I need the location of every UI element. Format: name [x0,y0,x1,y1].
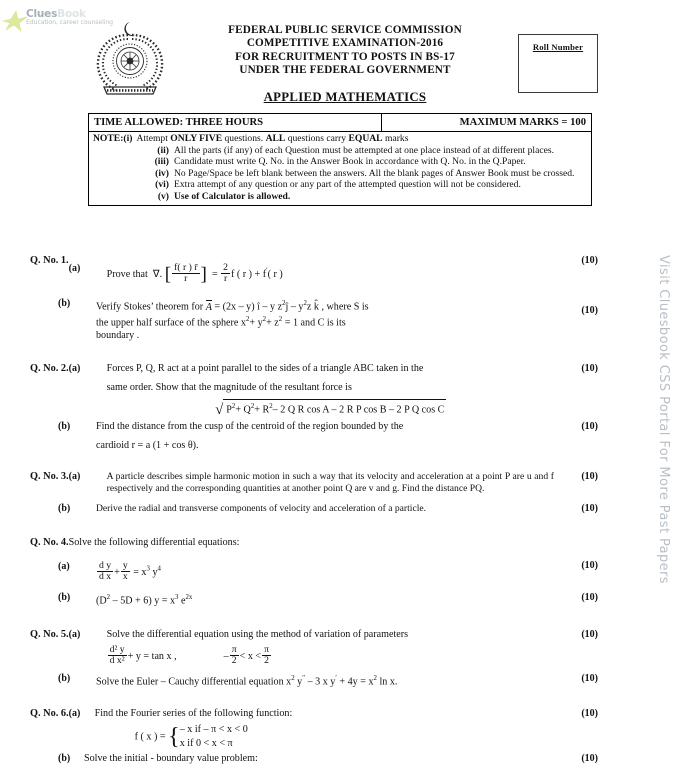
note-number: (iv) [155,167,169,179]
note-number: (iii) [154,156,169,168]
left-brace: { [168,723,180,751]
note-item [93,145,587,157]
question-part-text: Solve the Euler – Cauchy differential equation $x^2$ y″ – 3 x $y' + 4y = x^2$ ln x. (10) [96,672,598,687]
marks-value: (10) [581,560,598,572]
question-block [0,708,620,765]
vector-A: A [205,301,212,313]
time-allowed: TIME ALLOWED: THREE HOURS [89,114,382,131]
question-part-text: Forces P, Q, R act at a point parallel to the sides of a triangle ABC taken in the same order. Show that the magnitude of the resultant force is √ $P^2+ Q^2+ R^2-$ 2 Q R cos A – 2 R P cos B – 2 P Q cos C (10) [106,362,598,419]
notes-list [89,132,591,205]
note-number: (v) [157,190,169,202]
fraction-d2y-dx2: $\frac{\text{d² y}}{\text{d x²}}$ [109,644,125,667]
exam-info-box [88,113,592,206]
question-part-label: (b) [58,421,71,433]
note-text: No Page/Space be left blank between the answers. All the blank pages of Answer Book must be crossed. [174,167,575,179]
page-header [0,10,673,90]
question-number: Q. No. 6. [30,708,69,720]
question-number: Q. No. 3. [30,471,69,483]
note-item [93,191,587,203]
note-text: Extra attempt of any question or any part of the attempted question will not be considered. [174,179,521,191]
marks-value: (10) [581,471,598,483]
header-line-1: FEDERAL PUBLIC SERVICE COMMISSION [228,24,462,36]
pakistan-fpsc-emblem-icon [88,18,172,98]
roll-number-label: Roll Number [532,42,584,52]
question-part-text: Find the distance from the cusp of the centroid of the region bounded by the cardioid r = a (1 + cos θ). (10) [96,421,598,451]
nabla-dot: ∇. [152,268,163,280]
question-part-label: (b) [58,298,71,310]
question-part-text: $\frac{\text{d y}}{\text{d x}}$ + $\frac{y}{x}$ = $x^3$ $y^4$ (10) [99,560,598,583]
question-number: Q. No. 5. [30,628,69,640]
question-part-text: Solve the initial - boundary value problem: [84,753,258,765]
fraction-fr-over-r: $\frac{f( r ) r̄}{r}$ [174,262,198,285]
left-bracket: [ [164,263,172,285]
question-block [0,363,620,452]
question-number: Q. No. 2. [30,362,69,374]
square-root-expression: √ $P^2+ Q^2+ R^2-$ 2 Q R cos A – 2 R P cos B – 2 P Q cos C [214,399,446,417]
marks-value: (10) [581,362,598,374]
question-part-text: Solve the differential equation using the method of variation of parameters $\frac{\text{d² y}}{\text{d x²}}$ + y = tan x , – $\frac{\pi}{2}$ < x < $\frac{\pi}{2}$ (10) [106,628,598,667]
header-line-4: UNDER THE FEDERAL GOVERNMENT [239,64,451,77]
note-item [93,179,587,191]
fraction-dy-dx: $\frac{\text{d y}}{\text{d x}}$ [99,560,112,583]
question-part-label: (b) [58,503,71,515]
questions-area [0,255,620,766]
question-stem: Solve the following differential equations: [68,536,240,548]
question-part-text: Verify Stokes’ theorem for A = (2x – y) î – y $z^2ĵ - y^2z$ k̂ , where S is the upper half surface of the sphere $x^2+ y^2+ z^2 = 1$ and C is its boundary . (10) [96,300,598,342]
question-part-label: (b) [58,672,71,684]
header-line-2: COMPETITIVE EXAMINATION-2016 [246,37,444,50]
page-title: APPLIED MATHEMATICS [263,90,427,104]
question-part-label: (a) [68,708,81,720]
side-watermark-text: Visit Cluesbook CSS Portal For More Past Papers [656,255,671,584]
marks-value: (10) [581,305,598,317]
time-marks-row [89,114,591,132]
question-part-text: $(D^2 - 5D + 6) y = x^3$ $e^{2x}$ (10) [96,591,598,606]
note-item [93,133,587,145]
fraction-2-over-r: $\frac{2}{r}$ [223,262,229,285]
question-block [0,255,620,343]
question-block [0,471,620,515]
note-number: (i) [123,133,133,144]
question-part-label: (a) [68,628,81,640]
note-number: (ii) [157,144,169,156]
header-line-3: FOR RECRUITMENT TO POSTS IN BS-17 [235,50,455,63]
fraction-pi-over-2-right: $\frac{\pi}{2}$ [264,644,269,667]
question-part-text: Find the Fourier series of the following function: f ( x ) = { – x if – π < x < 0 x if 0 < x < π (10) [94,708,598,751]
question-part-label: (a) [58,561,70,573]
question-part-text: Derive the radial and transverse components of velocity and acceleration of a particle. [96,503,427,515]
radical-sign: √ [215,402,224,419]
question-part-text: Prove that ∇. [ $\frac{f( r ) r̄}{r}$ ] = $\frac{2}{r}$ f ( r ) + f′( r ) (10) [106,255,598,285]
fraction-y-x: $\frac{y}{x}$ [122,560,128,583]
header-title-lines [180,24,510,78]
marks-value: (10) [581,672,598,684]
brand-name: CluesBook [26,8,86,20]
fraction-pi-over-2-left: $\frac{\pi}{2}$ [231,644,237,667]
note-item [93,168,587,180]
roll-number-box[interactable] [518,34,598,93]
question-part-label: (a) [68,263,81,274]
note-text: All the parts (if any) of each Question must be attempted at one place instead of at different places. [174,144,554,156]
question-number: Q. No. 1. [30,255,69,266]
note-text: Attempt ONLY FIVE questions. ALL questions carry EQUAL marks [136,133,409,144]
note-text: Use of Calculator is allowed. [174,190,291,202]
equals-sign: = [211,268,218,280]
fx-label: f ( x ) = [134,731,166,743]
prove-that-lead: Prove that [106,268,148,280]
marks-value: (10) [581,628,598,640]
question-part-label: (a) [68,362,81,374]
question-part-label: (b) [58,753,71,765]
marks-value: (10) [581,421,598,433]
piecewise-cases: – x if – π < x < 0 x if 0 < x < π [179,724,248,750]
note-item [93,156,587,168]
marks-value: (10) [581,255,598,266]
brand-tagline: Education, career counseling [26,19,114,26]
note-text: Candidate must write Q. No. in the Answer Book in accordance with Q. No. in the Q.Paper. [174,156,526,168]
question-part-label: (a) [68,471,81,483]
marks-value: (10) [581,753,598,765]
marks-value: (10) [581,591,598,603]
question-number: Q. No. 4. [30,536,69,548]
marks-value: (10) [581,503,598,515]
marks-value: (10) [581,708,598,720]
right-bracket: ] [200,263,207,285]
maximum-marks: MAXIMUM MARKS = 100 [459,117,586,128]
question-block [0,537,620,608]
note-label: NOTE: [93,133,124,144]
question-block [0,629,620,689]
question-part-label: (b) [58,591,71,603]
note-number: (vi) [155,179,169,191]
question-part-text: A particle describes simple harmonic motion in such a way that its velocity and acceleration at a point P are u and f respectively and the corresponding quantities at another point Q are v and g. Find the distance PQ. [106,471,554,494]
